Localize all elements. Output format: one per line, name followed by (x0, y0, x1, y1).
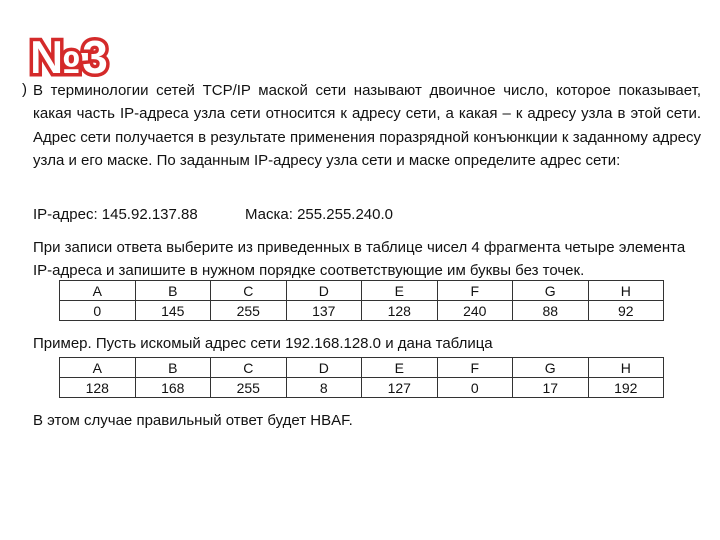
table-cell: 137 (286, 301, 362, 321)
table-row-letters (60, 281, 664, 301)
table-cell: B (135, 358, 211, 378)
table-cell: 8 (286, 378, 362, 398)
table-cell: C (211, 358, 287, 378)
table-cell: 127 (362, 378, 438, 398)
mask-text: Маска: 255.255.240.0 (245, 206, 394, 223)
table-cell: 88 (513, 301, 589, 321)
table-cell: 145 (135, 301, 211, 321)
answer-text: В этом случае правильный ответ будет HBAF. (33, 412, 353, 429)
table-cell: 92 (588, 301, 664, 321)
table-cell: 240 (437, 301, 513, 321)
table-cell: C (211, 281, 287, 301)
table-cell: 255 (211, 378, 287, 398)
table-row-values (60, 301, 664, 321)
table-cell: A (60, 281, 136, 301)
table-cell: B (135, 281, 211, 301)
table-cell: E (362, 358, 438, 378)
table-cell: 17 (513, 378, 589, 398)
table-cell: F (437, 358, 513, 378)
slide-title: №3 (30, 31, 109, 83)
table-cell: F (437, 281, 513, 301)
table-cell: 192 (588, 378, 664, 398)
problem-paragraph: В терминологии сетей TCP/IP маской сети называют двоичное число, которое показывает, какая часть IP-адреса узла сети относится к адресу сети, а какая – к адресу узла в этой сети. Адрес сети получается в результате применения поразрядной конъюнкции к заданному адресу узла и его маске. По заданным IP-адресу узла сети и маске определите адрес сети: (33, 82, 701, 170)
table-cell: D (286, 281, 362, 301)
table-cell: D (286, 358, 362, 378)
table-row-letters (60, 358, 664, 378)
table-cell: H (588, 358, 664, 378)
ip-address-text: IP-адрес: 145.92.137.88 (33, 206, 198, 223)
example-text: Пример. Пусть искомый адрес сети 192.168.128.0 и дана таблица (33, 335, 493, 352)
table-cell: 0 (60, 301, 136, 321)
table-cell: A (60, 358, 136, 378)
table-cell: 128 (60, 378, 136, 398)
table-cell: G (513, 281, 589, 301)
table-cell: G (513, 358, 589, 378)
fragments-table (59, 280, 664, 321)
instruction-paragraph: При записи ответа выберите из приведенных в таблице чисел 4 фрагмента четыре элемента IP-адреса и запишите в нужном порядке соответствующие им буквы без точек. (33, 239, 686, 279)
example-table (59, 357, 664, 398)
bullet-mark: ) (22, 81, 27, 98)
table-cell: 128 (362, 301, 438, 321)
table-cell: 168 (135, 378, 211, 398)
table-cell: 0 (437, 378, 513, 398)
table-cell: E (362, 281, 438, 301)
table-cell: H (588, 281, 664, 301)
table-row-values (60, 378, 664, 398)
table-cell: 255 (211, 301, 287, 321)
